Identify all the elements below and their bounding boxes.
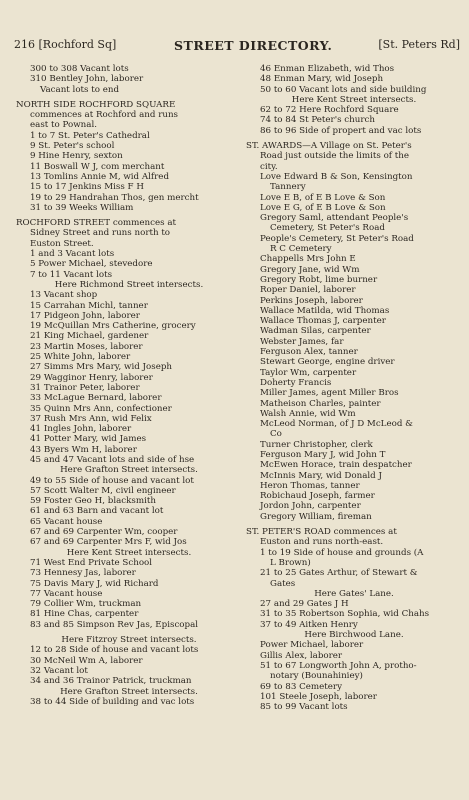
directory-entry: 23 Martin Moses, laborer bbox=[30, 341, 143, 352]
left-column bbox=[16, 64, 242, 707]
directory-entry: McLeod Norman, of J D McLeod & bbox=[260, 419, 413, 430]
directory-entry: 85 to 99 Vacant lots bbox=[260, 702, 348, 713]
directory-entry: 300 to 308 Vacant lots bbox=[30, 64, 129, 74]
directory-entry: 69 to 83 Cemetery bbox=[260, 681, 342, 692]
directory-entry: Love E G, of E B Love & Son bbox=[260, 202, 386, 213]
directory-entry: Taylor Wm, carpenter bbox=[260, 367, 357, 378]
directory-entry: 21 to 25 Gates Arthur, of Stewart & bbox=[260, 568, 418, 579]
directory-entry: 59 Foster Geo H, blacksmith bbox=[30, 496, 156, 507]
entry-continuation: Cemetery, St Peter's Road bbox=[270, 223, 385, 234]
directory-entry: Walsh Annie, wid Wm bbox=[260, 408, 356, 419]
entry-continuation: Gates bbox=[270, 578, 296, 589]
directory-entry: Webster James, far bbox=[260, 336, 344, 347]
directory-entry: 33 McLague Bernard, laborer bbox=[30, 393, 162, 404]
directory-entry: People's Cemetery, St Peter's Road bbox=[260, 233, 414, 244]
directory-entry: 11 Boswall W J, com merchant bbox=[30, 161, 165, 172]
directory-entry: 7 to 11 Vacant lots bbox=[30, 269, 113, 280]
directory-entry: 19 McQuillan Mrs Catherine, grocery bbox=[30, 321, 196, 332]
directory-entry: 1 and 3 Vacant lots bbox=[30, 249, 115, 260]
directory-entry: 5 Power Michael, stevedore bbox=[30, 259, 153, 270]
directory-entry: 81 Hine Chas, carpenter bbox=[30, 609, 139, 620]
directory-entry: 79 Collier Wm, truckman bbox=[30, 599, 142, 610]
directory-entry: 34 and 36 Trainor Patrick, truckman bbox=[30, 676, 192, 687]
directory-entry: Chappells Mrs John E bbox=[260, 254, 356, 265]
directory-entry: Matheison Charles, painter bbox=[260, 398, 381, 409]
intersection-note: Here Kent Street intersects. bbox=[291, 94, 417, 105]
entry-continuation: Tannery bbox=[270, 182, 306, 193]
directory-entry: 32 Vacant lot bbox=[30, 665, 88, 676]
directory-entry: 12 to 28 Side of house and vacant lots bbox=[30, 645, 199, 656]
directory-entry: Love Edward B & Son, Kensington bbox=[260, 171, 413, 182]
directory-entry: 38 to 44 Side of building and vac lots bbox=[30, 696, 195, 707]
entry-continuation: L Brown) bbox=[270, 557, 311, 568]
directory-entry: 65 Vacant house bbox=[30, 516, 103, 527]
street-heading: ROCHFORD STREET commences at bbox=[16, 218, 177, 229]
entry-continuation: notary (Bounahiniey) bbox=[270, 671, 363, 682]
directory-entry: 41 Ingles John, laborer bbox=[30, 424, 132, 435]
intersection-note: Here Grafton Street intersects. bbox=[60, 686, 198, 697]
directory-entry: 73 Hennesy Jas, laborer bbox=[30, 568, 136, 579]
intersection-note: Here Grafton Street intersects. bbox=[60, 465, 198, 476]
directory-entry: 13 Vacant shop bbox=[30, 290, 98, 301]
directory-entry: 15 Carrahan Michl, tanner bbox=[30, 300, 148, 311]
entry-continuation: R C Cemetery bbox=[270, 244, 332, 255]
directory-entry: 31 to 35 Robertson Sophia, wid Chahs bbox=[260, 609, 430, 620]
directory-entry: 27 Simms Mrs Mary, wid Joseph bbox=[30, 362, 173, 373]
directory-entry: Gillis Alex, laborer bbox=[260, 650, 343, 661]
directory-entry: Wadman Silas, carpenter bbox=[260, 326, 371, 337]
directory-entry: 29 Wagginor Henry, laborer bbox=[30, 372, 153, 383]
street-heading: NORTH SIDE ROCHFORD SQUARE bbox=[16, 99, 176, 110]
directory-entry: 43 Byers Wm H, laborer bbox=[30, 444, 137, 455]
street-heading: ST. AWARDS—A Village on St. Peter's bbox=[246, 141, 412, 152]
directory-entry: 51 to 67 Longworth John A, protho- bbox=[260, 660, 417, 671]
directory-entry: 1 to 19 Side of house and grounds (A bbox=[260, 547, 424, 558]
directory-entry: 17 Pidgeon John, laborer bbox=[30, 310, 140, 321]
street-description: Euston and runs north-east. bbox=[260, 537, 384, 548]
directory-entry: 15 to 17 Jenkins Miss F H bbox=[30, 182, 144, 193]
directory-entry: 71 West End Private School bbox=[30, 557, 153, 568]
directory-entry: 75 Davis Mary J, wid Richard bbox=[30, 578, 159, 589]
directory-entry: 41 Potter Mary, wid James bbox=[30, 434, 147, 445]
directory-entry: 83 and 85 Simpson Rev Jas, Episcopal bbox=[30, 619, 199, 630]
directory-entry: 31 Trainor Peter, laborer bbox=[30, 382, 140, 393]
directory-entry: Wallace Matilda, wid Thomas bbox=[260, 305, 390, 316]
directory-entry: 48 Enman Mary, wid Joseph bbox=[260, 74, 384, 85]
directory-entry: 45 and 47 Vacant lots and side of hse bbox=[30, 454, 195, 465]
directory-entry: 62 to 72 Here Rochford Square bbox=[260, 105, 399, 116]
intersection-note: Here Kent Street intersects. bbox=[66, 547, 192, 558]
page-header bbox=[14, 38, 460, 54]
directory-entry: 77 Vacant house bbox=[30, 588, 103, 599]
directory-entry: Gregory Robt, lime burner bbox=[260, 274, 378, 285]
directory-entry: McInnis Mary, wid Donald J bbox=[260, 470, 382, 481]
directory-entry: Jordon John, carpenter bbox=[260, 501, 361, 512]
street-description: Road just outside the limits of the bbox=[260, 151, 409, 162]
directory-entry: 86 to 96 Side of propert and vac lots bbox=[260, 125, 422, 136]
directory-entry: Ferguson Mary J, wid John T bbox=[260, 449, 386, 460]
directory-entry: Wallace Thomas J, carpenter bbox=[260, 316, 386, 327]
directory-entry: 67 and 69 Carpenter Wm, cooper bbox=[30, 527, 178, 538]
directory-entry: 74 to 84 St Peter's church bbox=[260, 115, 375, 126]
directory-entry: 67 and 69 Carpenter Mrs F, wid Jos bbox=[30, 537, 187, 548]
directory-entry: McEwen Horace, train despatcher bbox=[260, 460, 412, 471]
directory-entry: Power Michael, laborer bbox=[260, 640, 364, 651]
directory-entry: 13 Tomlins Annie M, wid Alfred bbox=[30, 171, 169, 182]
directory-entry: 31 to 39 Weeks William bbox=[30, 202, 134, 213]
street-description: commences at Rochford and runs bbox=[30, 110, 179, 121]
directory-entry: Doherty Francis bbox=[260, 377, 332, 388]
directory-entry: 46 Enman Elizabeth, wid Thos bbox=[260, 64, 395, 74]
directory-entry: Love E B, of E B Love & Son bbox=[260, 192, 386, 203]
directory-entry: 9 St. Peter's school bbox=[30, 141, 115, 152]
directory-entry: 9 Hine Henry, sexton bbox=[30, 151, 123, 162]
section-range: [St. Peters Rd] bbox=[378, 38, 460, 51]
directory-entry: Gregory William, fireman bbox=[260, 511, 372, 522]
directory-entry: 101 Steele Joseph, laborer bbox=[260, 691, 377, 702]
page-number-section: 216 [Rochford Sq] bbox=[14, 38, 117, 51]
right-column bbox=[246, 64, 462, 712]
directory-entry: 35 Quinn Mrs Ann, confectioner bbox=[30, 403, 172, 414]
street-description: east to Pownal. bbox=[30, 120, 97, 131]
directory-entry: Perkins Joseph, laborer bbox=[260, 295, 363, 306]
directory-entry: 310 Bentley John, laborer bbox=[30, 74, 144, 85]
directory-entry: Gregory Jane, wid Wm bbox=[260, 264, 360, 275]
directory-entry: Roper Daniel, laborer bbox=[260, 285, 356, 296]
directory-entry: Heron Thomas, tanner bbox=[260, 480, 360, 491]
directory-entry: Turner Christopher, clerk bbox=[260, 439, 373, 450]
directory-entry: 37 to 49 Aitken Henry bbox=[260, 619, 358, 630]
directory-entry: 49 to 55 Side of house and vacant lot bbox=[30, 475, 194, 486]
directory-entry: Robichaud Joseph, farmer bbox=[260, 491, 375, 502]
intersection-note: Here Fitzroy Street intersects. bbox=[61, 635, 197, 646]
street-description: Sidney Street and runs north to bbox=[30, 228, 171, 239]
directory-entry: Ferguson Alex, tanner bbox=[260, 347, 358, 358]
street-description: city. bbox=[260, 161, 278, 172]
directory-entry: Miller James, agent Miller Bros bbox=[260, 388, 399, 399]
directory-entry: 1 to 7 St. Peter's Cathedral bbox=[30, 130, 150, 141]
directory-entry: 19 to 29 Handrahan Thos, gen mercht bbox=[30, 192, 199, 203]
street-heading: ST. PETER'S ROAD commences at bbox=[246, 527, 397, 538]
intersection-note: Here Richmond Street intersects. bbox=[54, 279, 204, 290]
intersection-note: Here Birchwood Lane. bbox=[304, 630, 404, 641]
street-description: Euston Street. bbox=[30, 238, 94, 249]
page-title: STREET DIRECTORY. bbox=[174, 38, 333, 53]
directory-entry: 25 White John, laborer bbox=[30, 352, 131, 363]
entry-continuation: Vacant lots to end bbox=[40, 84, 120, 95]
directory-entry: 27 and 29 Gates J H bbox=[260, 599, 349, 610]
directory-entry: Gregory Saml, attendant People's bbox=[260, 213, 409, 224]
directory-entry: 37 Rush Mrs Ann, wid Felix bbox=[30, 413, 152, 424]
entry-continuation: Co bbox=[270, 429, 282, 440]
directory-entry: 61 and 63 Barn and vacant lot bbox=[30, 506, 164, 517]
directory-entry: 30 McNeil Wm A, laborer bbox=[30, 655, 143, 666]
intersection-note: Here Gates' Lane. bbox=[314, 588, 394, 599]
directory-entry: 21 King Michael, gardener bbox=[30, 331, 149, 342]
directory-entry: Stewart George, engine driver bbox=[260, 357, 395, 368]
directory-entry: 57 Scott Walter M, civil engineer bbox=[30, 485, 176, 496]
directory-entry: 50 to 60 Vacant lots and side building bbox=[260, 84, 427, 95]
